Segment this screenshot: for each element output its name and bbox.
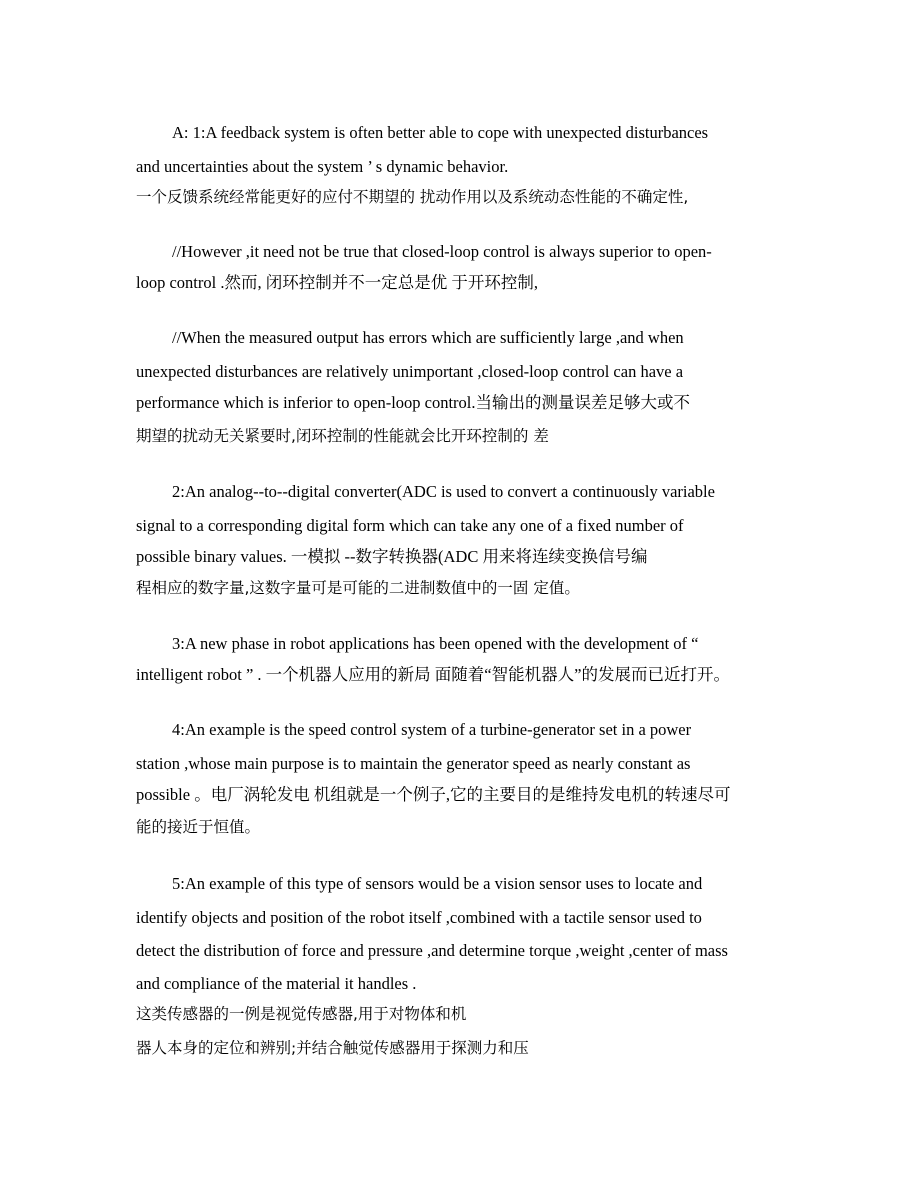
paragraph-line: and compliance of the material it handles .: [136, 974, 417, 993]
paragraph-line: loop control .然而, 闭环控制并不一定总是优 于开环控制,: [136, 273, 538, 292]
paragraph-line: station ,whose main purpose is to maintain the generator speed as nearly constant as: [136, 754, 691, 773]
paragraph-line: intelligent robot ” . 一个机器人应用的新局 面随着“智能机器人”的发展而已近打开。: [136, 665, 730, 684]
paragraph-line: A: 1:A feedback system is often better able to cope with unexpected disturbances: [172, 123, 709, 142]
paragraph-line: 能的接近于恒值。: [136, 818, 261, 836]
paragraph-line: 这类传感器的一例是视觉传感器,用于对物体和机: [136, 1005, 467, 1023]
paragraph-line: //However ,it need not be true that closed-loop control is always superior to open-: [172, 242, 712, 261]
paragraph-line: and uncertainties about the system ’ s dynamic behavior.: [136, 157, 509, 176]
paragraph-line: 4:An example is the speed control system of a turbine-generator set in a power: [172, 720, 692, 739]
paragraph-line: 5:An example of this type of sensors would be a vision sensor uses to locate and: [172, 874, 703, 893]
paragraph-line: 2:An analog--to--digital converter(ADC is used to convert a continuously variable: [172, 482, 715, 501]
paragraph-line: performance which is inferior to open-loop control.当输出的测量误差足够大或不: [136, 393, 691, 412]
paragraph-line: signal to a corresponding digital form which can take any one of a fixed number of: [136, 516, 684, 535]
paragraph-line: 一个反馈系统经常能更好的应付不期望的 扰动作用以及系统动态性能的不确定性,: [136, 188, 689, 206]
paragraph-line: 3:A new phase in robot applications has been opened with the development of “: [172, 634, 699, 653]
paragraph-line: identify objects and position of the robot itself ,combined with a tactile sensor used to: [136, 908, 702, 927]
paragraph-line: unexpected disturbances are relatively unimportant ,closed-loop control can have a: [136, 362, 684, 381]
paragraph-line: //When the measured output has errors which are sufficiently large ,and when: [172, 328, 684, 347]
paragraph-line: 程相应的数字量,这数字量可是可能的二进制数值中的一固 定值。: [136, 579, 580, 597]
paragraph-line: detect the distribution of force and pressure ,and determine torque ,weight ,center of mass: [136, 941, 728, 960]
paragraph-line: 器人本身的定位和辨别;并结合触觉传感器用于探测力和压: [136, 1039, 529, 1057]
paragraph-line: 期望的扰动无关紧要时,闭环控制的性能就会比开环控制的 差: [136, 427, 549, 445]
paragraph-line: possible binary values. 一模拟 --数字转换器(ADC 用来将连续变换信号编: [136, 547, 648, 566]
paragraph-line: possible 。电厂涡轮发电 机组就是一个例子,它的主要目的是维持发电机的转速尽可: [136, 785, 731, 804]
